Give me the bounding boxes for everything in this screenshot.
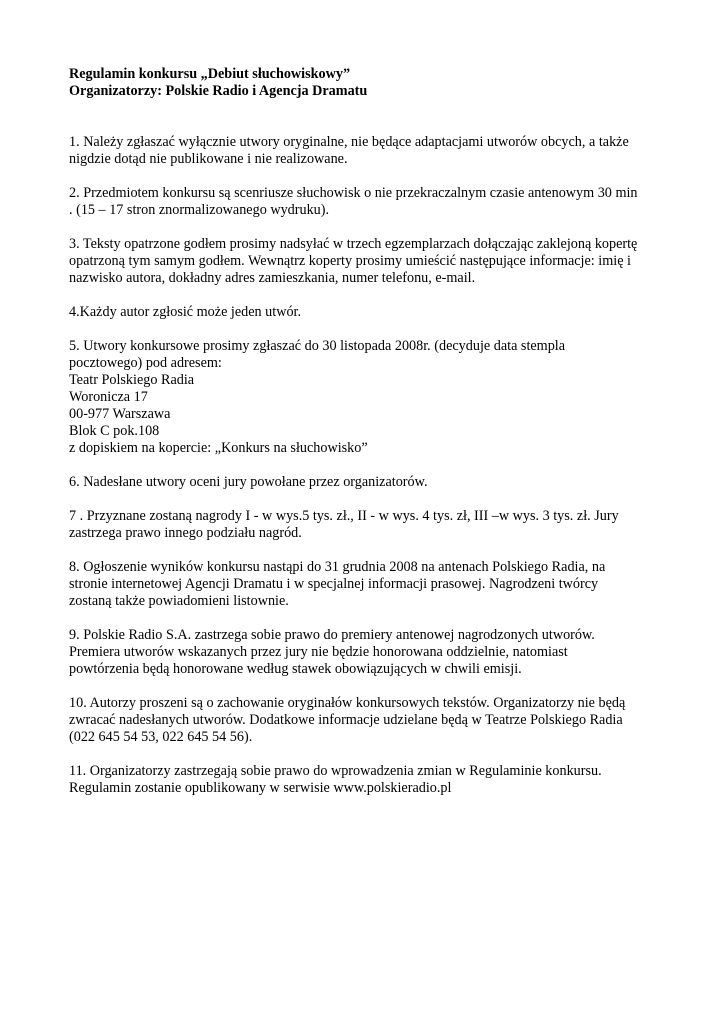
rule-7 (69, 508, 669, 542)
rule-6 (69, 474, 669, 491)
rule-5 (69, 338, 669, 457)
rule-line: 2. Przedmiotem konkursu są scenriusze słuchowisk o nie przekraczalnym czasie antenowym 30 min (69, 185, 638, 201)
title-line-competition: Regulamin konkursu „Debiut słuchowiskowy” (69, 66, 351, 82)
rule-11 (69, 763, 669, 797)
rule-line: 1. Należy zgłaszać wyłącznie utwory oryginalne, nie będące adaptacjami utworów obcych, a także (69, 134, 629, 150)
rule-line: 5. Utwory konkursowe prosimy zgłaszać do 30 listopada 2008r. (decyduje data stempla (69, 338, 566, 354)
address-line-room: Blok C pok.108 (69, 423, 160, 439)
address-line-city: 00-977 Warszawa (69, 406, 171, 422)
rule-4 (69, 304, 669, 321)
rule-line: pocztowego) pod adresem: (69, 355, 222, 371)
rule-line: 3. Teksty opatrzone godłem prosimy nadsyłać w trzech egzemplarzach dołączając zaklejoną kopertę (69, 236, 638, 252)
rule-8 (69, 559, 669, 610)
rule-line: zwracać nadesłanych utworów. Dodatkowe informacje udzielane będą w Teatrze Polskiego Radia (69, 712, 623, 728)
document-title (69, 66, 669, 100)
rule-line: 11. Organizatorzy zastrzegają sobie prawo do wprowadzenia zmian w Regulaminie konkursu. (69, 763, 602, 779)
address-line-name: Teatr Polskiego Radia (69, 372, 195, 388)
rule-line: stronie internetowej Agencji Dramatu i w specjalnej informacji prasowej. Nagrodzeni twórcy (69, 576, 599, 592)
rule-line: nigdzie dotąd nie publikowane i nie realizowane. (69, 151, 348, 167)
rule-1 (69, 134, 669, 168)
rule-line: 10. Autorzy proszeni są o zachowanie oryginałów konkursowych tekstów. Organizatorzy nie będą (69, 695, 626, 711)
rule-9 (69, 627, 669, 678)
rule-line: Premiera utworów wskazanych przez jury nie będzie honorowana oddzielnie, natomiast (69, 644, 568, 660)
rule-line: nazwisko autora, dokładny adres zamieszkania, numer telefonu, e-mail. (69, 270, 476, 286)
rule-10 (69, 695, 669, 746)
rule-line: 6. Nadesłane utwory oceni jury powołane przez organizatorów. (69, 474, 428, 490)
rule-line: 8. Ogłoszenie wyników konkursu nastąpi do 31 grudnia 2008 na antenach Polskiego Radia, na (69, 559, 606, 575)
title-line-organizers: Organizatorzy: Polskie Radio i Agencja Dramatu (69, 83, 368, 99)
rule-line-website: Regulamin zostanie opublikowany w serwisie www.polskieradio.pl (69, 780, 452, 796)
rule-line: 4.Każdy autor zgłosić może jeden utwór. (69, 304, 302, 320)
rule-line: zastrzega prawo innego podziału nagród. (69, 525, 302, 541)
rule-line: zostaną także powiadomieni listownie. (69, 593, 289, 609)
rule-line: . (15 – 17 stron znormalizowanego wydruku). (69, 202, 330, 218)
rule-line: opatrzoną tym samym godłem. Wewnątrz koperty prosimy umieścić następujące informacje: imię i (69, 253, 631, 269)
rule-line: 7 . Przyznane zostaną nagrody I - w wys.5 tys. zł., II - w wys. 4 tys. zł, III –w wys. 3 tys. zł. Jury (69, 508, 619, 524)
address-line-note: z dopiskiem na kopercie: „Konkurs na słuchowisko” (69, 440, 368, 456)
rule-line: powtórzenia będą honorowane według stawek obowiązujących w chwili emisji. (69, 661, 522, 677)
document-page (69, 66, 669, 814)
address-line-street: Woronicza 17 (69, 389, 148, 405)
rule-line: (022 645 54 53, 022 645 54 56). (69, 729, 253, 745)
rule-line: 9. Polskie Radio S.A. zastrzega sobie prawo do premiery antenowej nagrodzonych utworów. (69, 627, 595, 643)
rule-3 (69, 236, 669, 287)
rule-2 (69, 185, 669, 219)
